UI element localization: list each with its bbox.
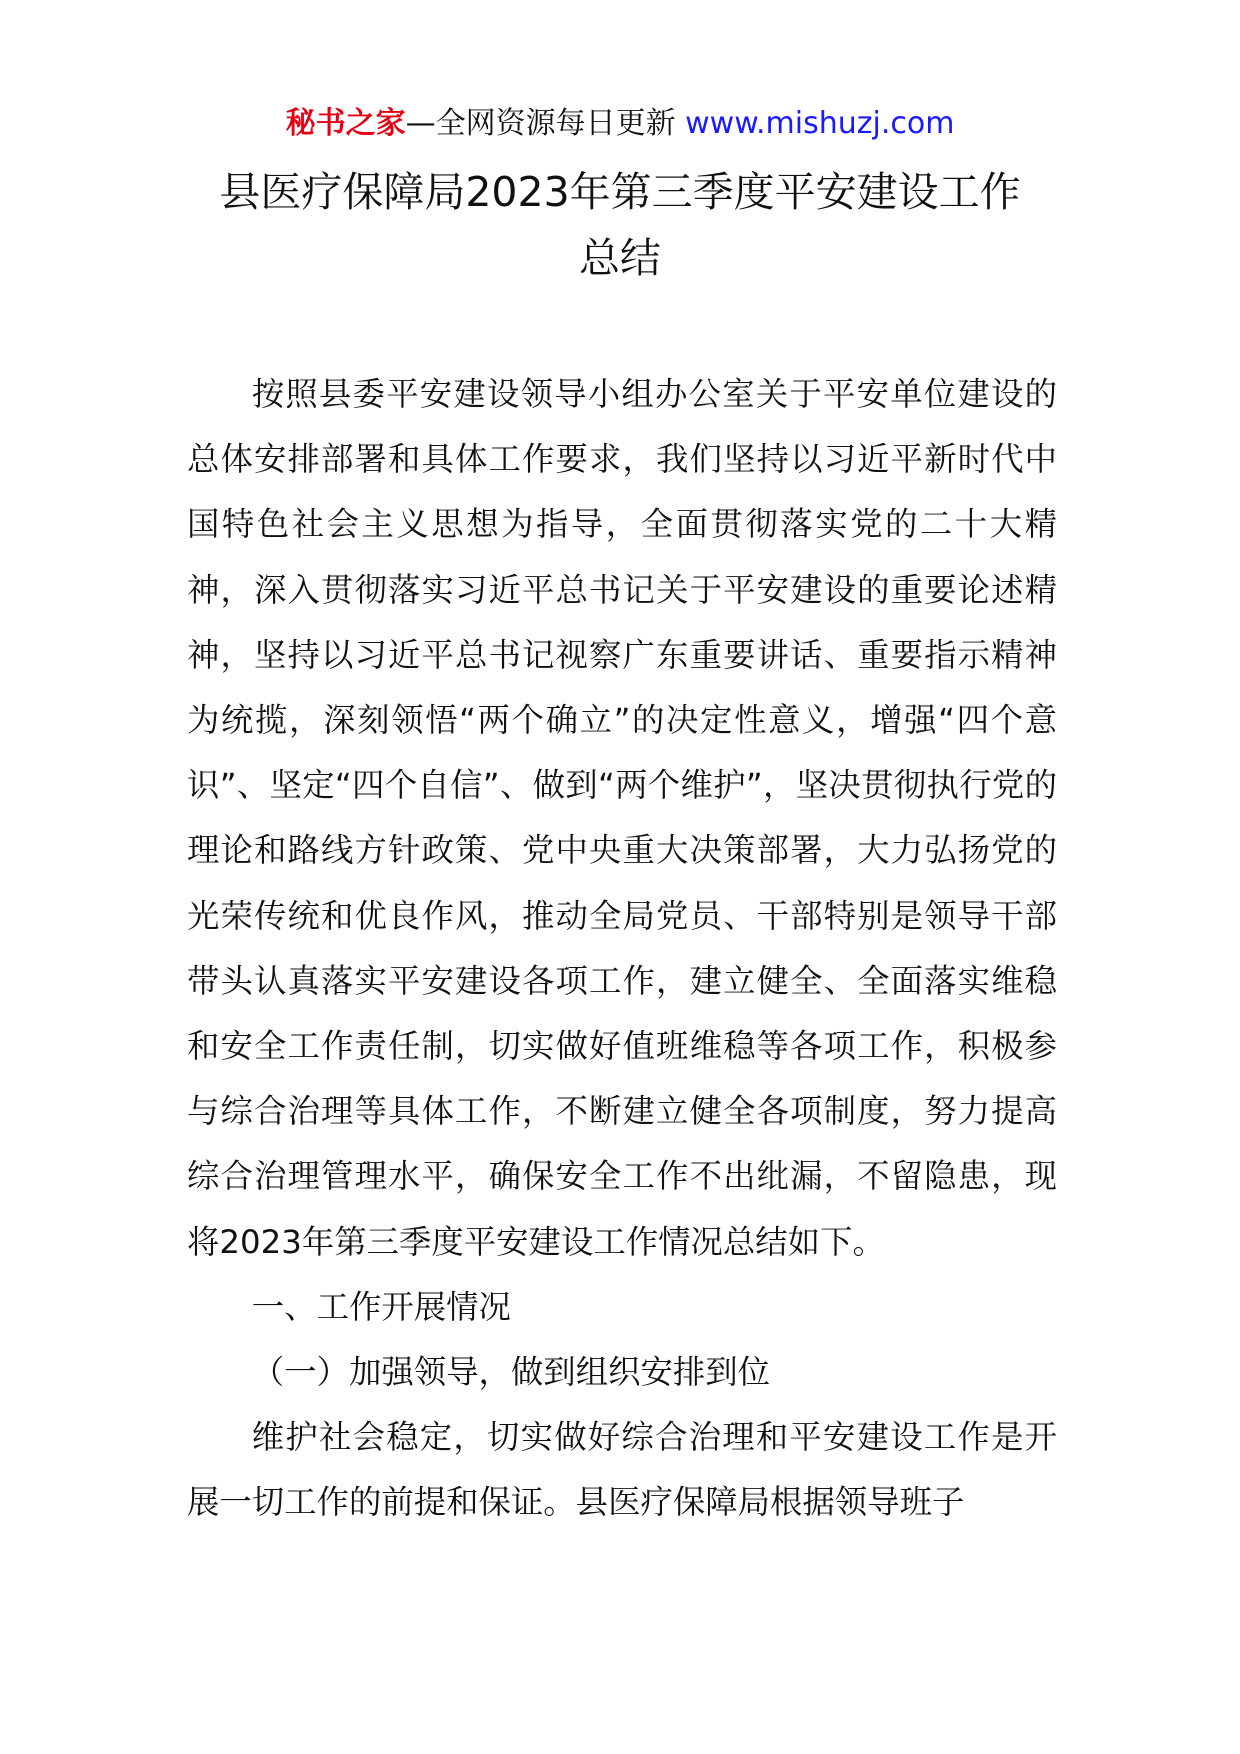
intro-paragraph: 按照县委平安建设领导小组办公室关于平安单位建设的总体安排部署和具体工作要求，我们坚持以习近平新时代中国特色社会主义思想为指导，全面贯彻落实党的二十大精神，深入贯彻落实习近平总书记关于平安建设的重要论述精神，坚持以习近平总书记视察广东重要讲话、重要指示精神为统揽，深刻领悟“两个确立”的决定性意义，增强“四个意识”、坚定“四个自信”、做到“两个维护”，坚决贯彻执行党的理论和路线方针政策、党中央重大决策部署，大力弘扬党的光荣传统和优良作风，推动全局党员、干部特别是领导干部带头认真落实平安建设各项工作，建立健全、全面落实维稳和安全工作责任制，切实做好值班维稳等各项工作，积极参与综合治理等具体工作，不断建立健全各项制度，努力提高综合治理管理水平，确保安全工作不出纰漏，不留隐患，现将2023年第三季度平安建设工作情况总结如下。 — [187, 375, 1057, 1261]
site-banner — [0, 104, 1240, 144]
banner-url[interactable]: www.mishuzj.com — [685, 106, 955, 141]
body-paragraph: 维护社会稳定，切实做好综合治理和平安建设工作是开展一切工作的前提和保证。县医疗保障局根据领导班子 — [187, 1418, 1057, 1522]
brand-name: 秘书之家 — [285, 106, 406, 141]
banner-slogan: —全网资源每日更新 — [405, 106, 686, 141]
document-body — [187, 362, 1057, 1536]
section-heading: 一、工作开展情况 — [251, 1287, 511, 1326]
document-title-line-2: 总结 — [579, 234, 661, 282]
subsection-heading: （一）加强领导，做到组织安排到位 — [251, 1353, 771, 1392]
document-title-line-1: 县医疗保障局2023年第三季度平安建设工作 — [219, 168, 1021, 216]
